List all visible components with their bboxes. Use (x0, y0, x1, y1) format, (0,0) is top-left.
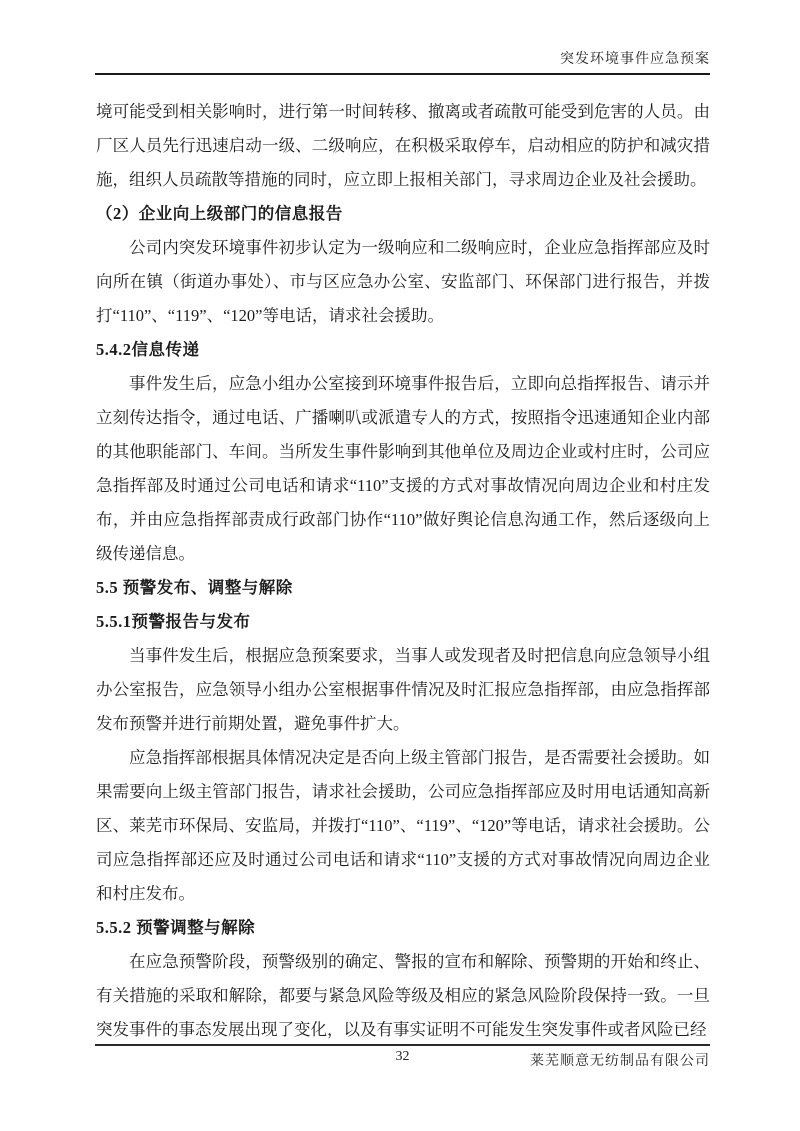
body-paragraph: 公司内突发环境事件初步认定为一级响应和二级响应时，企业应急指挥部应及时向所在镇（街道办事处）、市与区应急办公室、安监部门、环保部门进行报告，并拨打“110”、“119”、“120”等电话，请求社会援助。 (96, 238, 710, 325)
body-paragraph: 应急指挥部根据具体情况决定是否向上级主管部门报告，是否需要社会援助。如果需要向上级主管部门报告，请求社会援助，公司应急指挥部应及时用电话通知高新区、莱芜市环保局、安监局，并拨打“110”、“119”、“120”等电话，请求社会援助。公司应急指挥部还应及时通过公司电话和请求“110”支援的方式对事故情况向周边企业和村庄发布。 (96, 748, 710, 903)
document-body (96, 95, 710, 1047)
section-heading-5-5: 5.5 预警发布、调整与解除 (96, 578, 293, 597)
section-heading-info-report: （2）企业向上级部门的信息报告 (96, 204, 343, 223)
page-header (95, 0, 710, 75)
footer-row (95, 1049, 710, 1073)
section-heading-5-5-1: 5.5.1预警报告与发布 (96, 612, 251, 631)
section-heading-5-5-2: 5.5.2 预警调整与解除 (96, 918, 256, 937)
body-paragraph: 事件发生后，应急小组办公室接到环境事件报告后，立即向总指挥报告、请示并立刻传达指令，通过电话、广播喇叭或派遣专人的方式，按照指令迅速通知企业内部的其他职能部门、车间。当所发生事件影响到其他单位及周边企业或村庄时，公司应急指挥部及时通过公司电话和请求“110”支援的方式对事故情况向周边企业和村庄发布，并由应急指挥部责成行政部门协作“110”做好舆论信息沟通工作，然后逐级向上级传递信息。 (96, 374, 710, 563)
footer-company-name: 莱芜顺意无纺制品有限公司 (530, 1053, 710, 1069)
section-heading-5-4-2: 5.4.2信息传递 (96, 340, 200, 359)
page-number: 32 (395, 1048, 410, 1064)
footer-rule (95, 1044, 710, 1046)
body-paragraph: 当事件发生后，根据应急预案要求，当事人或发现者及时把信息向应急领导小组办公室报告，应急领导小组办公室根据事件情况及时汇报应急指挥部，由应急指挥部发布预警并进行前期处置，避免事件扩大。 (96, 646, 710, 733)
page-footer (95, 1044, 710, 1073)
header-rule (95, 73, 710, 75)
body-paragraph: 在应急预警阶段，预警级别的确定、警报的宣布和解除、预警期的开始和终止、有关措施的采取和解除，都要与紧急风险等级及相应的紧急风险阶段保持一致。一旦突发事件的事态发展出现了变化，以及有事实证明不可能发生突发事件或者风险已经 (96, 952, 710, 1039)
header-title: 突发环境事件应急预案 (560, 52, 710, 67)
body-paragraph: 境可能受到相关影响时，进行第一时间转移、撤离或者疏散可能受到危害的人员。由厂区人员先行迅速启动一级、二级响应，在积极采取停车，启动相应的防护和减灾措施，组织人员疏散等措施的同时，应立即上报相关部门，寻求周边企业及社会援助。 (96, 102, 710, 189)
